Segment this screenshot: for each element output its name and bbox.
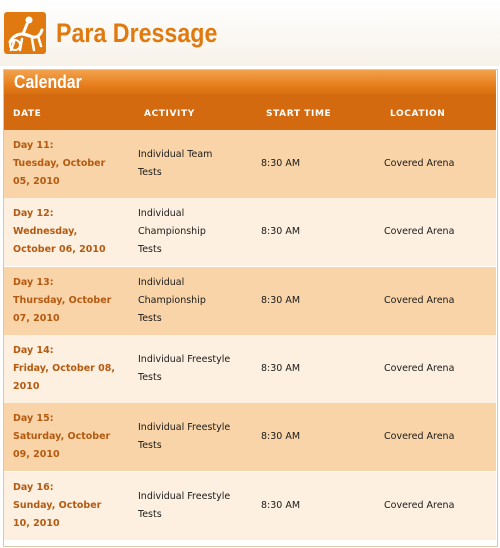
- table-row: [4, 472, 496, 540]
- location-cell: Covered Arena: [384, 499, 455, 511]
- date-cell-line: Day 11:: [13, 140, 54, 151]
- activity-cell-line: Tests: [138, 312, 162, 324]
- date-cell-line: Friday, October 08,: [13, 362, 115, 374]
- start-time-cell: 8:30 AM: [261, 294, 301, 306]
- location-cell: Covered Arena: [384, 431, 455, 443]
- table-row: [4, 267, 496, 335]
- date-cell-line: Tuesday, October: [13, 158, 106, 169]
- table-row: [4, 198, 496, 266]
- equestrian-rider-icon[interactable]: [4, 12, 46, 54]
- date-cell-line: Day 13:: [13, 276, 54, 288]
- date-cell-line: Day 16:: [13, 481, 54, 493]
- activity-cell: [138, 488, 258, 524]
- start-time-cell: 8:30 AM: [261, 499, 301, 511]
- date-cell-line: Day 15:: [13, 413, 54, 425]
- calendar-title-bar: [4, 70, 496, 94]
- date-cell-line: 09, 2010: [13, 449, 60, 461]
- activity-cell-line: Individual: [138, 276, 185, 288]
- activity-cell-line: Individual Freestyle: [138, 353, 231, 365]
- location-cell: Covered Arena: [384, 226, 455, 238]
- date-cell: [13, 274, 128, 328]
- column-header-activity: ACTIVITY: [144, 109, 195, 119]
- location-cell: Covered Arena: [384, 362, 455, 374]
- activity-cell: [138, 146, 258, 182]
- date-cell-line: Saturday, October: [13, 431, 111, 443]
- activity-cell-line: Individual: [138, 208, 185, 220]
- table-row: [4, 335, 496, 403]
- date-cell-line: Thursday, October: [13, 294, 112, 306]
- start-time-cell: 8:30 AM: [261, 431, 301, 443]
- start-time-cell: 8:30 AM: [261, 226, 301, 238]
- start-time-cell: 8:30 AM: [261, 158, 301, 169]
- date-cell-line: October 06, 2010: [13, 244, 106, 256]
- activity-cell: [138, 351, 258, 387]
- table-row: [4, 130, 496, 198]
- activity-cell-line: Tests: [138, 440, 162, 452]
- date-cell: [13, 342, 128, 396]
- activity-cell-line: Individual Freestyle: [138, 490, 231, 502]
- date-cell-line: 2010: [13, 380, 40, 392]
- activity-cell: [138, 205, 258, 259]
- table-row: [4, 403, 496, 471]
- calendar-title: Calendar: [14, 72, 82, 92]
- date-cell-line: Day 12:: [13, 208, 54, 220]
- start-time-cell: 8:30 AM: [261, 362, 301, 374]
- activity-cell-line: Tests: [138, 167, 162, 178]
- activity-cell-line: Championship: [138, 226, 206, 238]
- date-cell-line: 10, 2010: [13, 517, 60, 529]
- table-header: [4, 94, 496, 130]
- column-header-date: DATE: [13, 109, 42, 119]
- date-cell: [13, 410, 128, 464]
- activity-cell-line: Championship: [138, 294, 206, 306]
- logo-graphic: [4, 12, 46, 54]
- location-cell: Covered Arena: [384, 294, 455, 306]
- date-cell-line: Wednesday,: [13, 226, 78, 238]
- location-cell: Covered Arena: [384, 158, 455, 169]
- date-cell-line: 05, 2010: [13, 176, 60, 187]
- activity-cell-line: Individual Freestyle: [138, 422, 231, 434]
- activity-cell-line: Tests: [138, 244, 162, 256]
- activity-cell: [138, 274, 258, 328]
- activity-cell: [138, 419, 258, 455]
- date-cell: [13, 205, 128, 259]
- activity-cell-line: Tests: [138, 371, 162, 383]
- column-header-start-time: START TIME: [266, 109, 332, 119]
- page-title: Para Dressage: [56, 18, 218, 48]
- site-header: [0, 0, 500, 66]
- date-cell: [13, 479, 128, 533]
- date-cell-line: Day 14:: [13, 344, 54, 356]
- column-header-location: LOCATION: [390, 109, 446, 119]
- activity-cell-line: Individual Team: [138, 149, 213, 160]
- activity-cell-line: Tests: [138, 508, 162, 520]
- date-cell-line: 07, 2010: [13, 312, 60, 324]
- date-cell-line: Sunday, October: [13, 499, 102, 511]
- date-cell: [13, 137, 128, 191]
